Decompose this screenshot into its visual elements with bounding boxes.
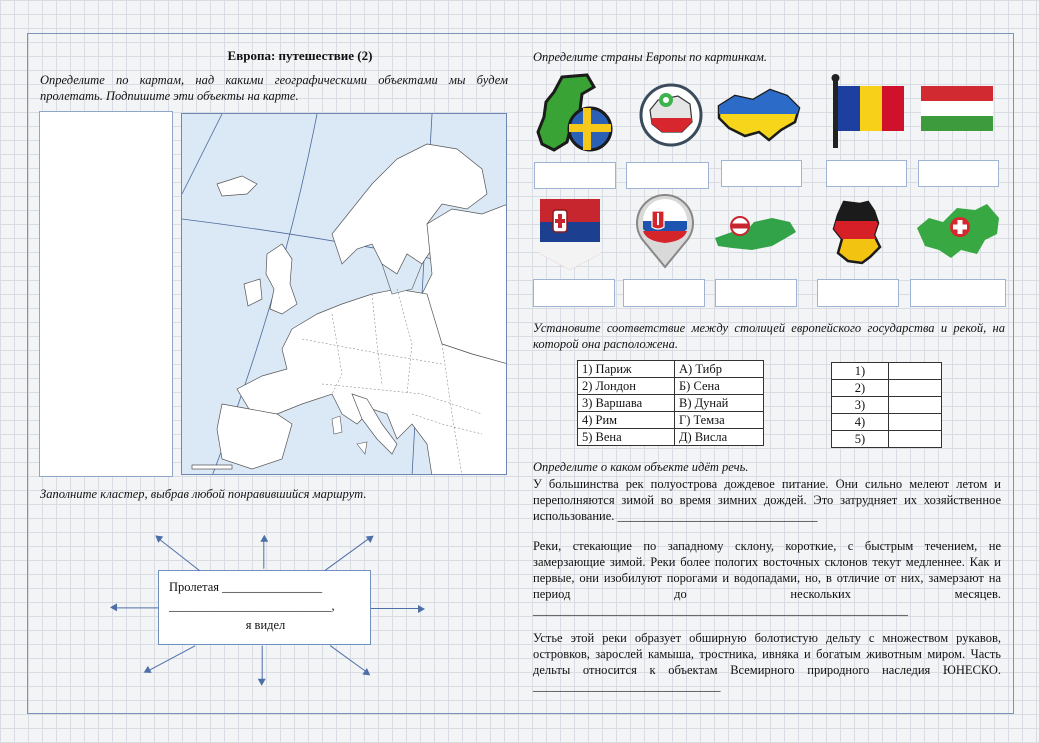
answer-cell-1[interactable] xyxy=(889,363,942,380)
capital-3: 3) Варшава xyxy=(578,395,675,412)
capital-4: 4) Рим xyxy=(578,412,675,429)
map-instruction: Определите по картам, над какими географическими объектами мы будем пролетать. Подпишите эти объекты на карте. xyxy=(40,73,508,103)
answer-box-6[interactable] xyxy=(533,279,615,307)
answer-column-box[interactable] xyxy=(39,111,173,477)
answer-box-9[interactable] xyxy=(817,279,899,307)
serbia-banner-icon xyxy=(537,196,603,272)
austria-map-icon xyxy=(712,208,798,256)
river-e: Д) Висла xyxy=(675,429,764,446)
cluster-line-3: я видел xyxy=(245,618,286,632)
arrow-left xyxy=(112,607,158,608)
flags-instruction: Определите страны Европы по картинкам. xyxy=(533,50,768,64)
river-d: Г) Темза xyxy=(675,412,764,429)
capital-5: 5) Вена xyxy=(578,429,675,446)
cluster-instruction: Заполните кластер, выбрав любой понравившийся маршрут. xyxy=(40,487,367,501)
answer-cell-4[interactable] xyxy=(889,414,942,431)
answer-cell-2[interactable] xyxy=(889,380,942,397)
hungary-flag-icon xyxy=(919,84,995,134)
cluster-line-1: Пролетая ________________ xyxy=(169,580,323,594)
cluster-center-box[interactable] xyxy=(158,570,371,645)
sweden-map-flag-icon xyxy=(532,72,617,154)
capital-2: 2) Лондон xyxy=(578,378,675,395)
arrow-down xyxy=(261,646,262,684)
answer-box-4[interactable] xyxy=(826,160,907,187)
arrow-up xyxy=(263,537,264,569)
cluster-line-2: __________________________, xyxy=(169,599,335,613)
answer-num-4: 4) xyxy=(832,414,889,431)
answer-box-1[interactable] xyxy=(534,162,616,189)
paragraph-2: Реки, стекающие по западному склону, короткие, с быстрым течением, не замерзающие зимой. Реки более пологих восточных склонов текут медленнее. Как и первые, они изобилуют порогами и водопадами, но, в отличие от них, замерзают на период до нескольких месяцев. ____________________________________________________________ xyxy=(533,539,1001,617)
europe-map xyxy=(181,113,507,475)
river-a: А) Тибр xyxy=(675,361,764,378)
answer-num-3: 3) xyxy=(832,397,889,414)
answer-box-2[interactable] xyxy=(626,162,709,189)
answer-box-3[interactable] xyxy=(721,160,802,187)
paragraph-3: Устье этой реки образует обширную болотистую дельту с множеством рукавов, островков, зарослей камыша, тростника, ивняка и богатым животным миром. Часть дельты относится к объектам Всемирного природного наследия ЮНЕСКО. ______________________________ xyxy=(533,631,1001,693)
switzerland-map-icon xyxy=(913,200,1003,262)
river-c: В) Дунай xyxy=(675,395,764,412)
answer-cell-5[interactable] xyxy=(889,431,942,448)
answer-num-5: 5) xyxy=(832,431,889,448)
answer-num-1: 1) xyxy=(832,363,889,380)
object-instruction: Определите о каком объекте идёт речь. xyxy=(533,460,749,474)
answer-box-5[interactable] xyxy=(918,160,999,187)
river-b: Б) Сена xyxy=(675,378,764,395)
slovakia-pin-icon xyxy=(634,193,696,269)
poland-map-pin-icon xyxy=(638,82,704,148)
answer-box-7[interactable] xyxy=(623,279,705,307)
capital-1: 1) Париж xyxy=(578,361,675,378)
paragraph-1: У большинства рек полуострова дождевое питание. Они сильно мелеют летом и переполняются зимой во время зимних дождей. Это затрудняет их хозяйственное использование. ________________________________ xyxy=(533,477,1001,523)
rivers-instruction: Установите соответствие между столицей европейского государства и рекой, на которой она расположена. xyxy=(533,321,1005,351)
ukraine-map-flag-icon xyxy=(715,84,803,144)
answer-box-10[interactable] xyxy=(910,279,1006,307)
germany-map-flag-icon xyxy=(828,199,886,267)
romania-flag-icon xyxy=(830,74,905,150)
capitals-rivers-table xyxy=(577,360,764,446)
answers-table xyxy=(831,362,942,448)
answer-cell-3[interactable] xyxy=(889,397,942,414)
arrow-right xyxy=(371,608,423,609)
worksheet-title: Европа: путешествие (2) xyxy=(227,48,373,63)
answer-box-8[interactable] xyxy=(715,279,797,307)
europe-map-graphic xyxy=(182,114,507,475)
answer-num-2: 2) xyxy=(832,380,889,397)
